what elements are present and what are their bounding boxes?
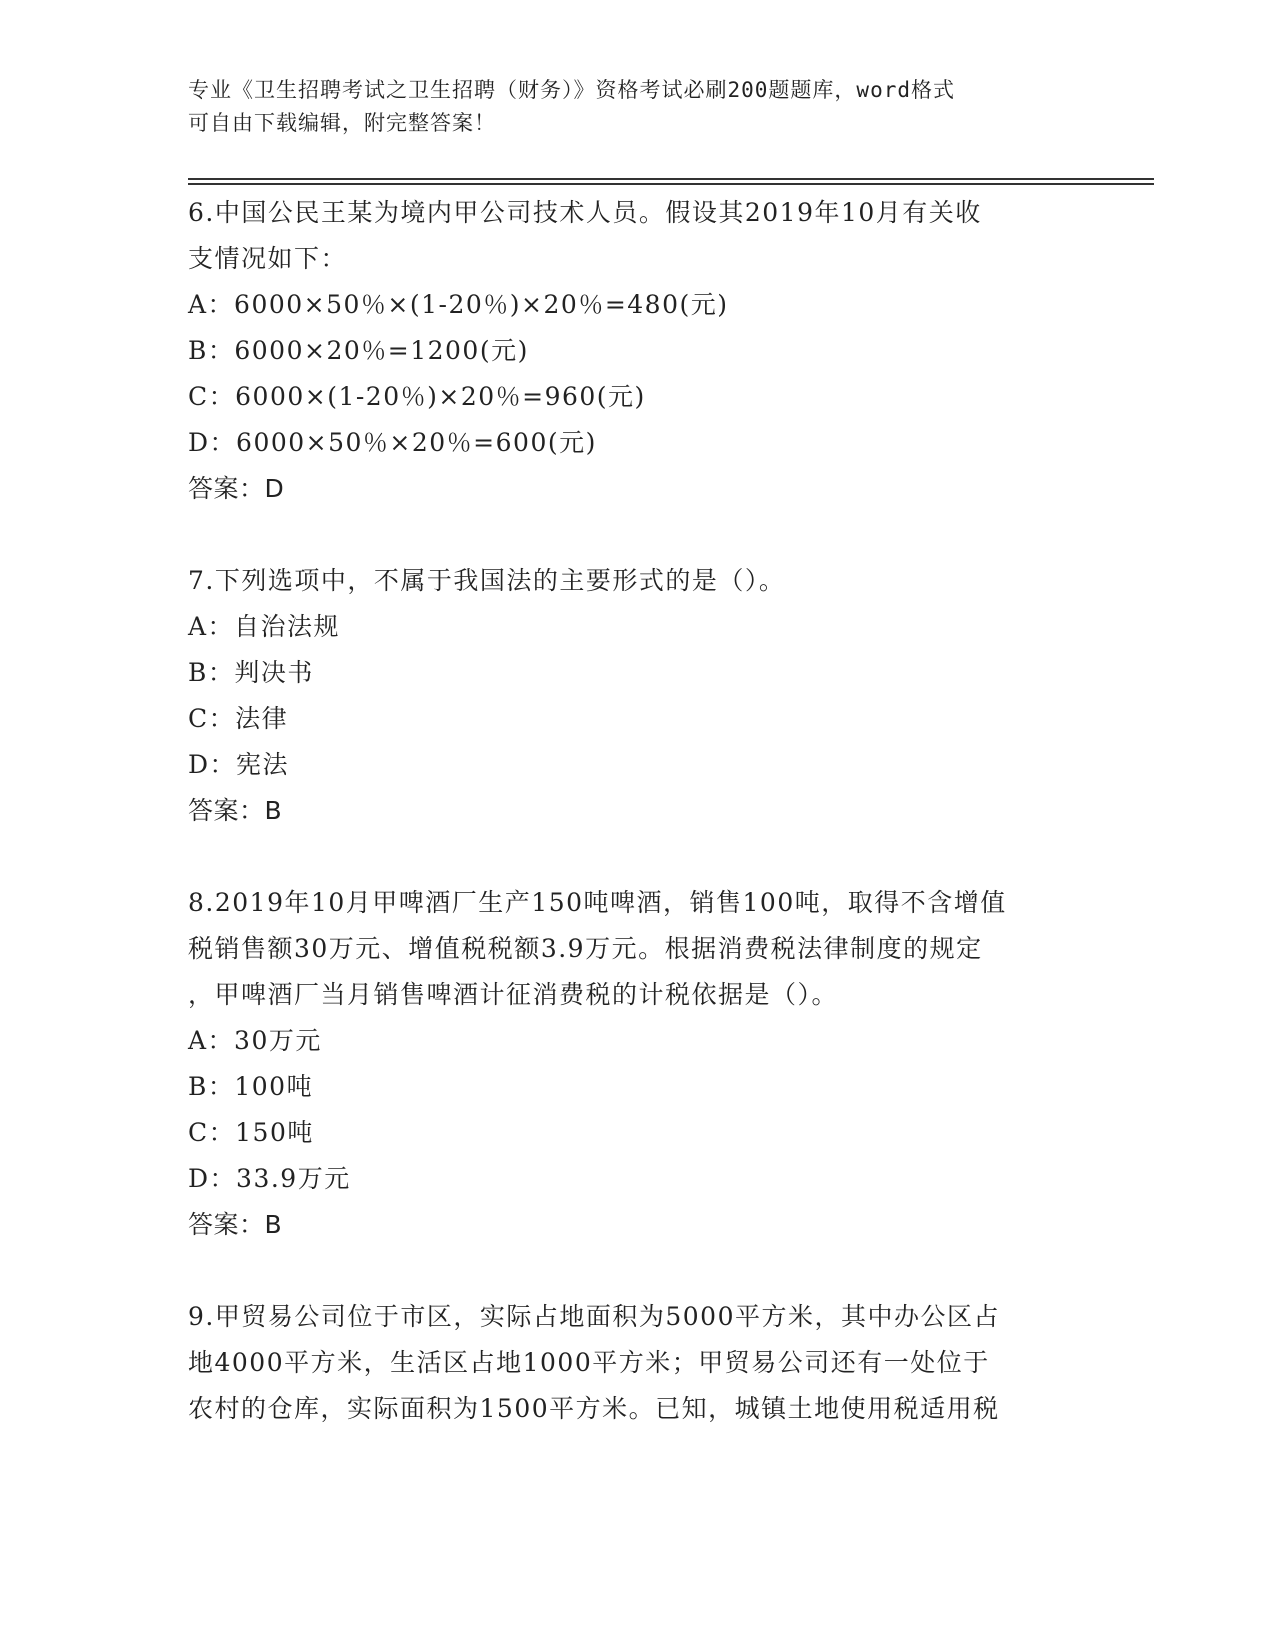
header-line-1: 专业《卫生招聘考试之卫生招聘（财务）》资格考试必刷200题题库，word格式 xyxy=(188,78,955,102)
option-b: B：6000×20％=1200(元) xyxy=(188,336,529,365)
answer-line: 答案：B xyxy=(188,796,283,825)
question-stem-line: 支情况如下： xyxy=(188,244,348,273)
option-c: C：6000×(1-20％)×20％=960(元) xyxy=(188,382,646,411)
header-divider-top xyxy=(188,178,1154,180)
question-stem-line: 地4000平方米，生活区占地1000平方米；甲贸易公司还有一处位于 xyxy=(188,1348,990,1377)
option-c: C：法律 xyxy=(188,704,289,733)
question-6 xyxy=(188,190,1088,512)
option-a: A：自治法规 xyxy=(188,612,341,641)
option-b: B：判决书 xyxy=(188,658,314,687)
question-stem-line: 6.中国公民王某为境内甲公司技术人员。假设其2019年10月有关收 xyxy=(188,198,982,227)
question-stem-line: 农村的仓库，实际面积为1500平方米。已知，城镇土地使用税适用税 xyxy=(188,1394,1000,1423)
question-8 xyxy=(188,880,1088,1248)
answer-line: 答案：D xyxy=(188,474,285,503)
question-7 xyxy=(188,558,1088,834)
question-stem-line: 8.2019年10月甲啤酒厂生产150吨啤酒，销售100吨，取得不含增值 xyxy=(188,888,1007,917)
spacer xyxy=(188,1248,1088,1294)
option-b: B：100吨 xyxy=(188,1072,314,1101)
option-d: D：宪法 xyxy=(188,750,290,779)
question-stem-line: 税销售额30万元、增值税税额3.9万元。根据消费税法律制度的规定 xyxy=(188,934,983,963)
document-header xyxy=(188,74,1088,140)
question-stem-line: 7.下列选项中，不属于我国法的主要形式的是（）。 xyxy=(188,566,786,595)
spacer xyxy=(188,834,1088,880)
question-list xyxy=(188,190,1088,1432)
option-c: C：150吨 xyxy=(188,1118,314,1147)
option-a: A：30万元 xyxy=(188,1026,322,1055)
option-d: D：33.9万元 xyxy=(188,1164,351,1193)
option-a: A：6000×50％×(1-20％)×20％=480(元) xyxy=(188,290,729,319)
header-divider-bottom xyxy=(188,183,1154,185)
question-stem-line: ，甲啤酒厂当月销售啤酒计征消费税的计税依据是（）。 xyxy=(188,980,839,1009)
answer-line: 答案：B xyxy=(188,1210,283,1239)
header-line-2: 可自由下载编辑，附完整答案！ xyxy=(188,111,496,135)
question-9 xyxy=(188,1294,1088,1432)
option-d: D：6000×50％×20％=600(元) xyxy=(188,428,597,457)
question-stem-line: 9.甲贸易公司位于市区，实际占地面积为5000平方米，其中办公区占 xyxy=(188,1302,1000,1331)
spacer xyxy=(188,512,1088,558)
